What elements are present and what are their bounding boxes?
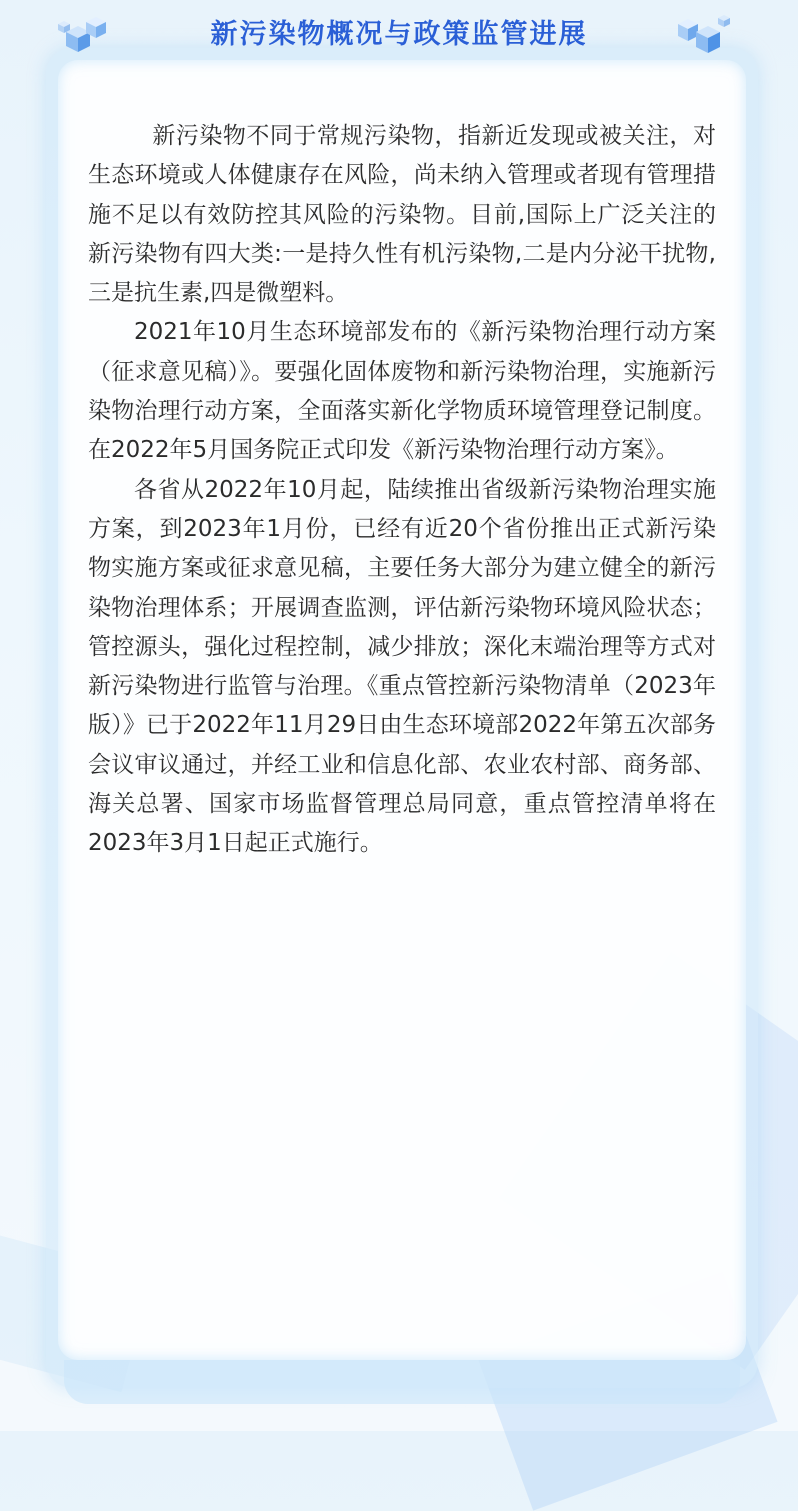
paragraph-1: 新污染物不同于常规污染物，指新近发现或被关注，对生态环境或人体健康存在风险，尚未纳入管理或者现有管理措施不足以有效防控其风险的污染物。目前,国际上广泛关注的新污染物有四大类:一是持久性有机污染物,二是内分泌干扰物,三是抗生素,四是微塑料。: [88, 123, 716, 307]
article-body: [88, 117, 716, 864]
page-title: 新污染物概况与政策监管进展: [210, 19, 588, 50]
paragraph-2: 2021年10月生态环境部发布的《新污染物治理行动方案（征求意见稿）》。要强化固体废物和新污染物治理，实施新污染物治理行动方案，全面落实新化学物质环境管理登记制度。在2022年5月国务院正式印发《新污染物治理行动方案》。: [88, 319, 716, 464]
card-frame-bottom: [64, 1360, 740, 1404]
paragraph-3: 各省从2022年10月起，陆续推出省级新污染物治理实施方案，到2023年1月份，已经有近20个省份推出正式新污染物实施方案或征求意见稿，主要任务大部分为建立健全的新污染物治理体系；开展调查监测，评估新污染物环境风险状态；管控源头，强化过程控制，减少排放；深化末端治理等方式对新污染物进行监管与治理。《重点管控新污染物清单（2023年版）》已于2022年11月29日由生态环境部2022年第五次部务会议审议通过，并经工业和信息化部、农业农村部、商务部、海关总署、国家市场监督管理总局同意，重点管控清单将在2023年3月1日起正式施行。: [88, 476, 716, 857]
